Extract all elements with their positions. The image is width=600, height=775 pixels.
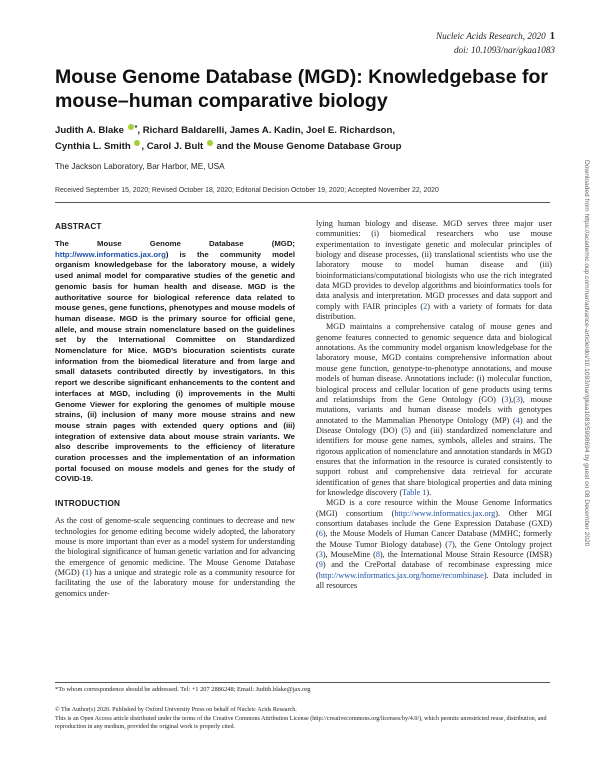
orcid-icon[interactable]: [134, 140, 140, 146]
abstract-heading: ABSTRACT: [55, 222, 102, 231]
page-number: 1: [549, 31, 555, 42]
author-list: [55, 121, 555, 154]
corresponding-mark: *: [134, 125, 138, 132]
intro-text: ) has a unique and strategic role as a community resource for facilitating the use of the laboratory mouse for understanding the genomics under-: [55, 567, 295, 598]
body-text: ),(: [508, 394, 516, 404]
correspondence-footnote: *To whom correspondence should be addressed. Tel: +1 207 2886248; Email: Judith.blake@jax.org: [55, 686, 311, 693]
body-text: ) and (iii) standardized nomenclature and identifiers for mouse gene names, symbols, alleles and strains. The rigorous application of nomenclature and annotation standards in MGD ensures that the information in the resource is curated consistently to support robust and comprehensive data retrieval for accurate identification of genes that share biological properties and data mining for knowledge discovery (: [316, 425, 552, 497]
body-paragraph: [316, 219, 552, 322]
body-text: ) and the Disease Ontology (DO) (: [316, 415, 552, 435]
footnote-divider: [55, 682, 550, 683]
author-name[interactable]: Cynthia L. Smith: [55, 140, 131, 152]
body-text: MGD maintains a comprehensive catalog of mouse genes and genome features connected to genomic sequence data and biological annotations. As the community model organism knowledgebase for the laboratory mouse, MGD contains comprehensive information about mouse gene function, genotype-to-phenotype annotations, and mouse models of human disease. Annotations include: (i) molecular function, biological process and cellular location of gene products using terms and relationships from the Gene Ontology (GO) (: [316, 322, 552, 404]
body-text: ) with a variety of formats for data distribution.: [316, 301, 552, 322]
body-text: ) and the CrePortal database of recombinase expressing mice (: [316, 560, 552, 580]
mgd-link[interactable]: http://www.informatics.jax.org: [55, 249, 166, 259]
body-text: ), mouse mutations, variants and human disease models with genotypes annotated to the Mammalian Phenotype Ontology (MP) (: [316, 394, 552, 425]
license-line: This is an Open Access article distributed under the terms of the Creative Commons Attribution License (http://creativecommons.org/licenses/by/4.0/), which permits unrestricted reuse, distribution, and reproduction in any medium, provided the original work is properly cited.: [55, 715, 547, 731]
citation-link[interactable]: 6: [318, 529, 323, 539]
table-link[interactable]: Table 1: [402, 487, 427, 497]
abstract-text: [55, 239, 295, 485]
abstract-part: ) is the community model organism knowledgebase for the laboratory mouse, a widely used animal model for comparative studies of the genetic and genomic basis for human health and disease. MGD is the authoritative source for biological reference data related to mouse genes, gene functions, phenotypes and mouse models of human disease. MGD is the primary source for official gene, allele, and mouse strain nomenclature based on the guidelines set by the International Committee on Standardized Nomenclature for Mice. MGD’s biocuration scientists curate information from the biomedical literature and from large and small datasets contributed directly by investigators. In this report we describe significant enhancements to the content and interfaces at MGD, including (i) improvements in the Multi Genome Viewer for exploring the genomes of multiple mouse strains, (ii) inclusion of many more mouse strains and new mouse strain pages with extended query options and (iii) integration of extensive data about mouse strain variants. We also describe improvements to the efficiency of literature curation processes and the implementation of an information portal focused on mouse models and genes for the study of COVID-19.: [55, 249, 295, 484]
citation-link[interactable]: 4: [515, 415, 520, 425]
body-paragraph: [316, 498, 552, 591]
author-group[interactable]: and the Mouse Genome Database Group: [213, 140, 402, 152]
citation-link[interactable]: 1: [84, 567, 90, 577]
journal-name: Nucleic Acids Research, 2020: [436, 31, 546, 41]
orcid-icon[interactable]: [128, 124, 134, 130]
download-stamp: Downloaded from https://academic.oup.com/nar/advance-article/doi/10.1093/nar/gkaa1083/5998694 by guest on 08 December 2020: [583, 160, 590, 547]
body-text: ).: [426, 487, 432, 497]
body-text: ), MouseMine (: [322, 550, 376, 559]
body-paragraph: [316, 322, 552, 498]
citation-link[interactable]: 3: [504, 394, 509, 404]
body-text: MGD is a core resource within the Mouse Genome Informatics (MGI) consortium (: [316, 498, 552, 518]
left-column: [55, 219, 295, 599]
crportal-link[interactable]: http://www.informatics.jax.org/home/recombinase: [318, 570, 484, 580]
citation-link[interactable]: 3: [318, 550, 323, 559]
abstract-part: The Mouse Genome Database (MGD;: [55, 239, 295, 248]
body-text: ). Other MGI consortium databases include the Gene Expression Database (GXD) (: [316, 508, 552, 539]
body-text: ), the Gene Ontology project (: [316, 539, 552, 559]
mgi-link[interactable]: http://www.informatics.jax.org: [394, 508, 496, 518]
journal-header: [255, 30, 555, 56]
citation-link[interactable]: 2: [423, 301, 428, 311]
body-text: ), the International Mouse Strain Resource (IMSR) (: [316, 550, 553, 570]
header-divider: [55, 202, 550, 203]
received-dates: Received September 15, 2020; Revised October 18, 2020; Editorial Decision October 19, 2020; Accepted November 22, 2020: [55, 187, 439, 194]
citation-link[interactable]: 3: [515, 394, 521, 404]
article-title: Mouse Genome Database (MGD): Knowledgebase for mouse–human comparative biology: [55, 66, 548, 112]
body-text: lying human biology and disease. MGD serves three major user communities: (i) biomedical researchers who use mouse experimentation to investigate genetic and molecular principles of biology and disease processes, (ii) translational scientists who use the laboratory mouse to model human disease and (iii) bioinformaticians/computational biologists who use the rich integrated data MGD provides to develop algorithms and bioinformatics tools for data analysis and interpretation. MGD processes and data support and comply with FAIR principles (: [316, 219, 552, 311]
citation-link[interactable]: 7: [447, 539, 453, 549]
citation-link[interactable]: 8: [375, 550, 380, 559]
copyright-notice: [55, 706, 555, 732]
affiliation: The Jackson Laboratory, Bar Harbor, ME, USA: [55, 162, 225, 171]
author-names[interactable]: , Richard Baldarelli, James A. Kadin, Joel E. Richardson,: [137, 125, 396, 136]
author-name[interactable]: Judith A. Blake: [55, 125, 124, 136]
doi[interactable]: doi: 10.1093/nar/gkaa1083: [453, 44, 555, 55]
copyright-line: © The Author(s) 2020. Published by Oxford University Press on behalf of Nucleic Acids Research.: [55, 707, 297, 713]
intro-paragraph: [55, 516, 295, 599]
body-text: ), the Mouse Models of Human Cancer Database (MMHC; formerly the Mouse Tumor Biology database) (: [316, 529, 552, 549]
body-text: ). Data included in all resources: [316, 570, 552, 591]
right-column: [316, 219, 552, 591]
citation-link[interactable]: 9: [318, 560, 323, 570]
author-name[interactable]: , Carol J. Bult: [141, 140, 204, 152]
intro-text: As the cost of genome-scale sequencing continues to decrease and new technologies for genome editing become widely adopted, the laboratory mouse is more important than ever as a model system for understanding the biological significance of human genetic variation and for advancing the emergence of genomic medicine. The Mouse Genome Database (MGD) (: [55, 516, 295, 577]
citation-link[interactable]: 5: [404, 425, 409, 435]
orcid-icon[interactable]: [207, 140, 213, 146]
introduction-heading: INTRODUCTION: [55, 499, 121, 509]
